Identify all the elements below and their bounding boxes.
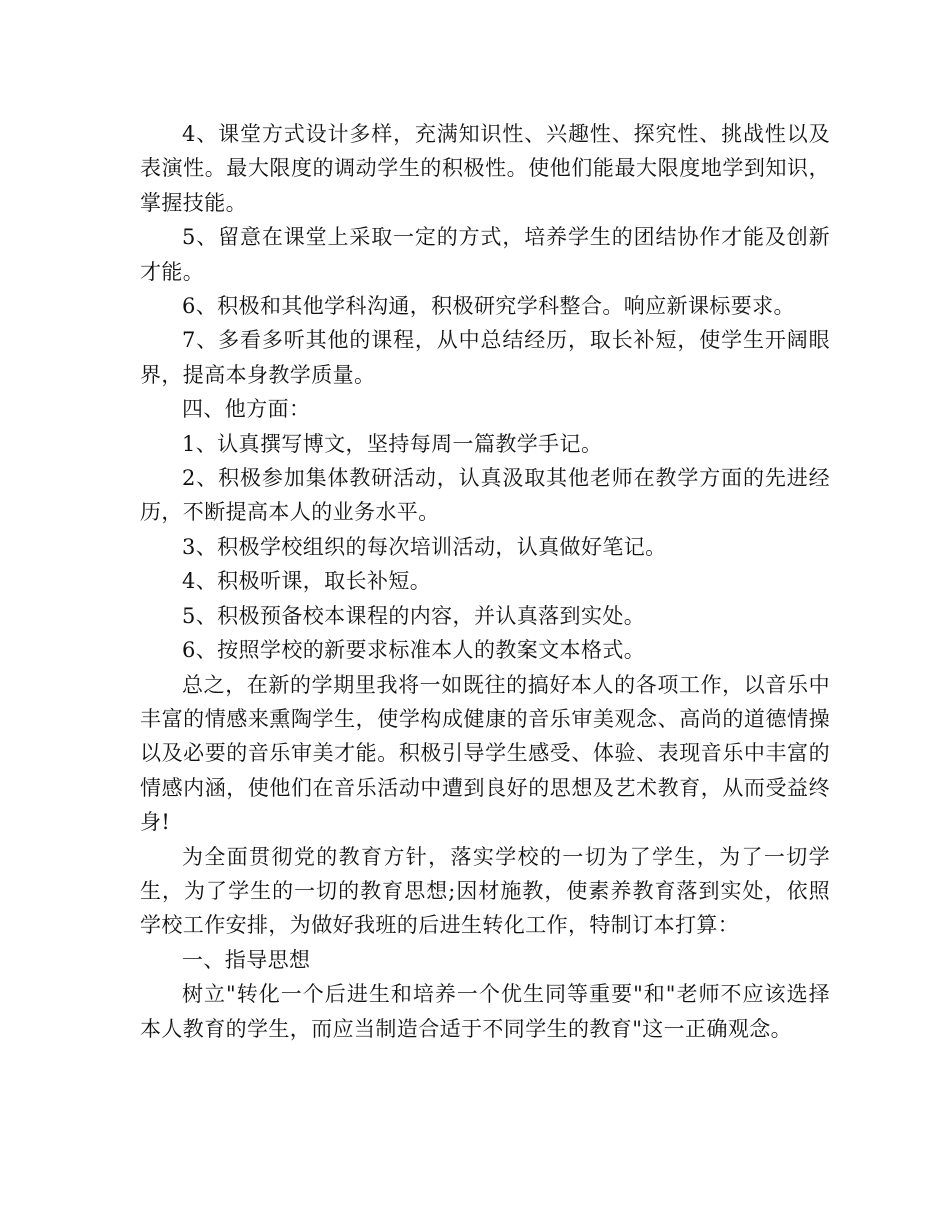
paragraph-guiding-thought: 树立"转化一个后进生和培养一个优生同等重要"和"老师不应该选择本人教育的学生，而应当制造合适于不同学生的教育"这一正确观念。 xyxy=(140,982,830,1041)
paragraph-other-3: 3、积极学校组织的每次培训活动，认真做好笔记。 xyxy=(182,534,667,559)
section-heading-guiding-thought: 一、指导思想 xyxy=(182,947,311,972)
paragraph-other-6: 6、按照学校的新要求标准本人的教案文本格式。 xyxy=(182,638,646,663)
section-heading-other: 四、他方面： xyxy=(182,397,311,422)
paragraph-item-5: 5、留意在课堂上采取一定的方式，培养学生的团结协作才能及创新才能。 xyxy=(140,225,830,284)
paragraph-other-2: 2、积极参加集体教研活动，认真汲取其他老师在教学方面的先进经历，不断提高本人的业务水平。 xyxy=(140,466,830,525)
paragraph-summary: 总之，在新的学期里我将一如既往的搞好本人的各项工作，以音乐中丰富的情感来熏陶学生，使学构成健康的音乐审美观念、高尚的道德情操以及必要的音乐审美才能。积极引导学生感受、体验、表现音乐中丰富的情感内涵，使他们在音乐活动中遭到良好的思想及艺术教育，从而受益终身! xyxy=(140,672,830,835)
paragraph-other-1: 1、认真撰写博文，坚持每周一篇教学手记。 xyxy=(182,431,603,456)
paragraph-item-4: 4、课堂方式设计多样，充满知识性、兴趣性、探究性、挑战性以及表演性。最大限度的调动学生的积极性。使他们能最大限度地学到知识，掌握技能。 xyxy=(140,122,830,215)
document-body xyxy=(140,117,830,1046)
paragraph-other-4: 4、积极听课，取长补短。 xyxy=(182,569,432,594)
paragraph-plan-intro: 为全面贯彻党的教育方针，落实学校的一切为了学生，为了一切学生，为了学生的一切的教育思想;因材施教，使素养教育落到实处，依照学校工作安排，为做好我班的后进生转化工作，特制订本打算： xyxy=(140,844,830,938)
paragraph-item-7: 7、多看多听其他的课程，从中总结经历，取长补短，使学生开阔眼界，提高本身教学质量。 xyxy=(140,328,830,387)
paragraph-item-6: 6、积极和其他学科沟通，积极研究学科整合。响应新课标要求。 xyxy=(182,294,795,319)
paragraph-other-5: 5、积极预备校本课程的内容，并认真落到实处。 xyxy=(182,603,646,628)
